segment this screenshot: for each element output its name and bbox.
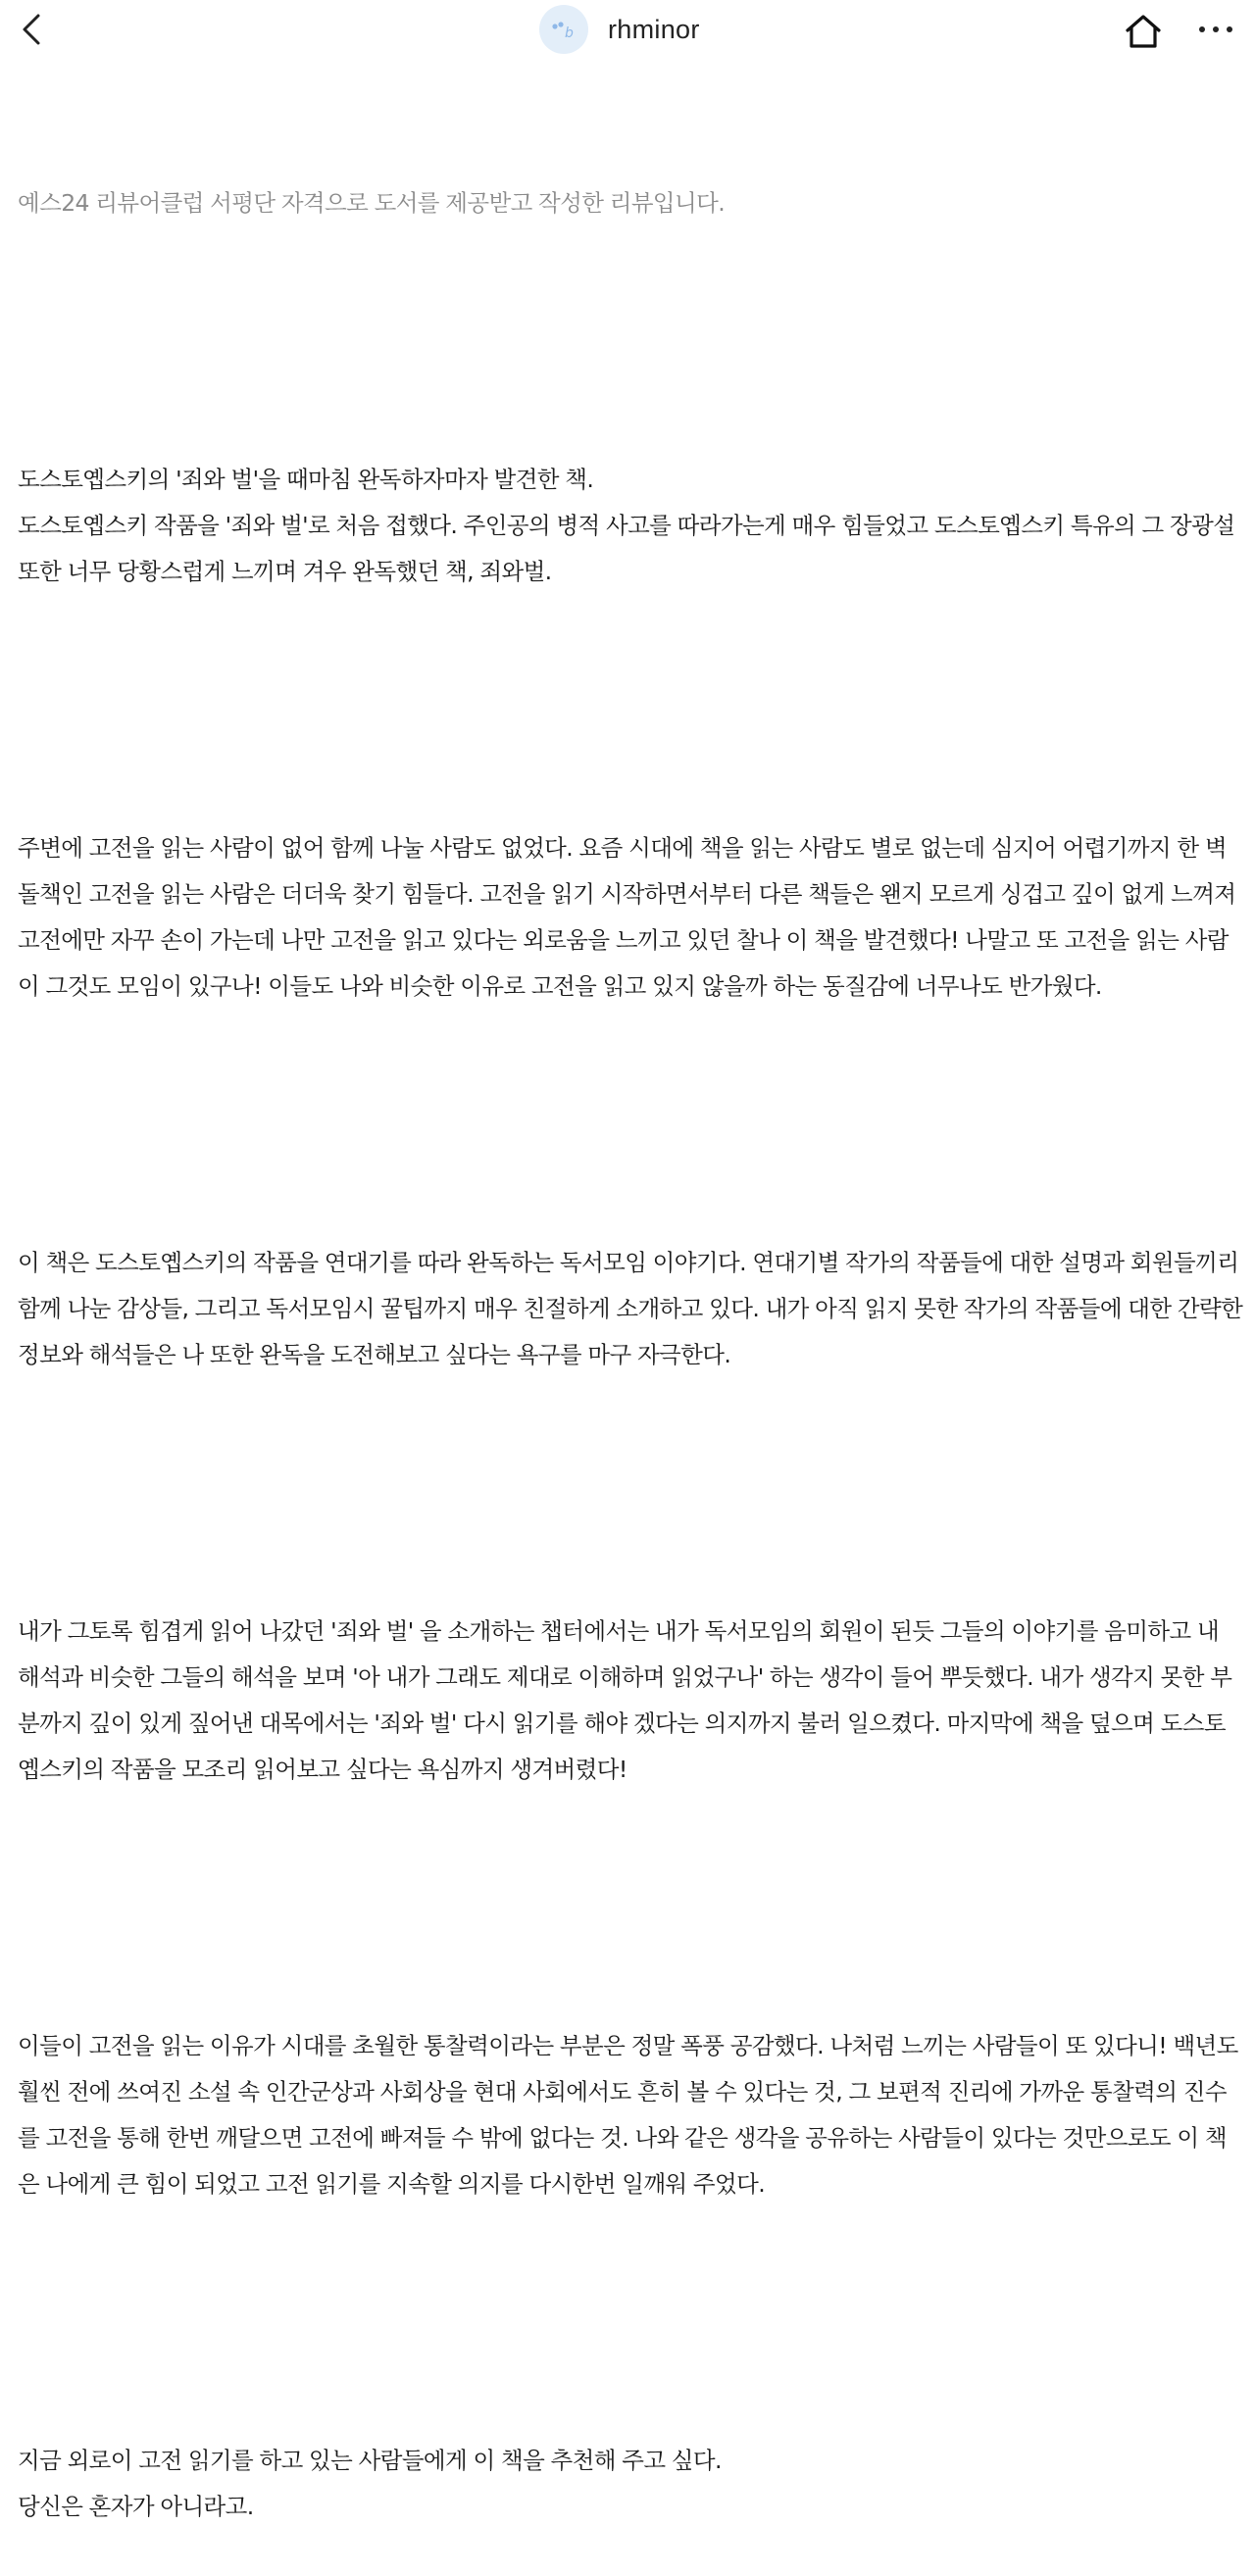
avatar[interactable] (539, 5, 588, 54)
more-dots-icon (1197, 25, 1234, 34)
post-paragraph: 이 책은 도스토옙스키의 작품을 연대기를 따라 완독하는 독서모임 이야기다. 연대기별 작가의 작품들에 대한 설명과 회원들끼리 함께 나눈 감상들, 그리고 독서모임시 꿀팁까지 매우 친절하게 소개하고 있다. 내가 아직 읽지 못한 작가의 작품들에 대한 간략한 정보와 해석들은 나 또한 완독을 도전해보고 싶다는 욕구를 마구 자극한다. (18, 1249, 1249, 1368)
profile-header[interactable] (539, 4, 700, 55)
blog-logo-icon (549, 19, 578, 40)
svg-text:b: b (565, 25, 574, 40)
sponsorship-notice: 예스24 리뷰어클럽 서평단 자격으로 도서를 제공받고 작성한 리뷰입니다. (18, 189, 726, 217)
chevron-left-icon (21, 13, 42, 46)
more-options-button[interactable] (1194, 10, 1237, 49)
top-navigation-bar (0, 0, 1255, 59)
post-paragraph: 주변에 고전을 읽는 사람이 없어 함께 나눌 사람도 없었다. 요즘 시대에 책을 읽는 사람도 별로 없는데 심지어 어렵기까지 한 벽돌책인 고전을 읽는 사람은 더더욱 찾기 힘들다. 고전을 읽기 시작하면서부터 다른 책들은 왠지 모르게 싱겁고 깊이 없게 느껴져 고전에만 자꾸 손이 가는데 나만 고전을 읽고 있다는 외로움을 느끼고 있던 찰나 이 책을 발견했다! 나말고 또 고전을 읽는 사람이 그것도 모임이 있구나! 이들도 나와 비슷한 이유로 고전을 읽고 있지 않을까 하는 동질감에 너무나도 반가웠다. (18, 834, 1242, 1000)
home-button[interactable] (1122, 10, 1165, 53)
username[interactable]: rhminor (608, 14, 700, 44)
post-body (18, 88, 1249, 2576)
post-paragraph: 이들이 고전을 읽는 이유가 시대를 초월한 통찰력이라는 부분은 정말 폭풍 공감했다. 나처럼 느끼는 사람들이 또 있다니! 백년도 훨씬 전에 쓰여진 소설 속 인간군상과 사회상을 현대 사회에서도 흔히 볼 수 있다는 것, 그 보편적 진리에 가까운 통찰력의 진수를 고전을 통해 한번 깨달으면 고전에 빠져들 수 밖에 없다는 것. 나와 같은 생각을 공유하는 사람들이 있다는 것만으로도 이 책은 나에게 큰 힘이 되었고 고전 읽기를 지속할 의지를 다시한번 일깨워 주었다. (18, 2032, 1245, 2198)
post-paragraph: 도스토옙스키의 '죄와 벌'을 때마침 완독하자마자 발견한 책. 도스토옙스키 작품을 '죄와 벌'로 처음 접했다. 주인공의 병적 사고를 따라가는게 매우 힘들었고 도스토옙스키 특유의 그 장광설 또한 너무 당황스럽게 느끼며 겨우 완독했던 책, 죄와벌. (18, 466, 1235, 585)
back-button[interactable] (12, 8, 51, 51)
post-paragraph: 내가 그토록 힘겹게 읽어 나갔던 '죄와 벌' 을 소개하는 챕터에서는 내가 독서모임의 회원이 된듯 그들의 이야기를 음미하고 내 해석과 비슷한 그들의 해석을 보며 '아 내가 그래도 제대로 이해하며 읽었구나' 하는 생각이 들어 뿌듯했다. 내가 생각지 못한 부분까지 깊이 있게 짚어낸 대목에서는 '죄와 벌' 다시 읽기를 해야 겠다는 의지까지 불러 일으켰다. 마지막에 책을 덮으며 도스토옙스키의 작품을 모조리 읽어보고 싶다는 욕심까지 생겨버렸다! (18, 1617, 1232, 1783)
post-paragraph: 지금 외로이 고전 읽기를 하고 있는 사람들에게 이 책을 추천해 주고 싶다. 당신은 혼자가 아니라고. (18, 2447, 722, 2520)
home-icon (1124, 13, 1163, 50)
